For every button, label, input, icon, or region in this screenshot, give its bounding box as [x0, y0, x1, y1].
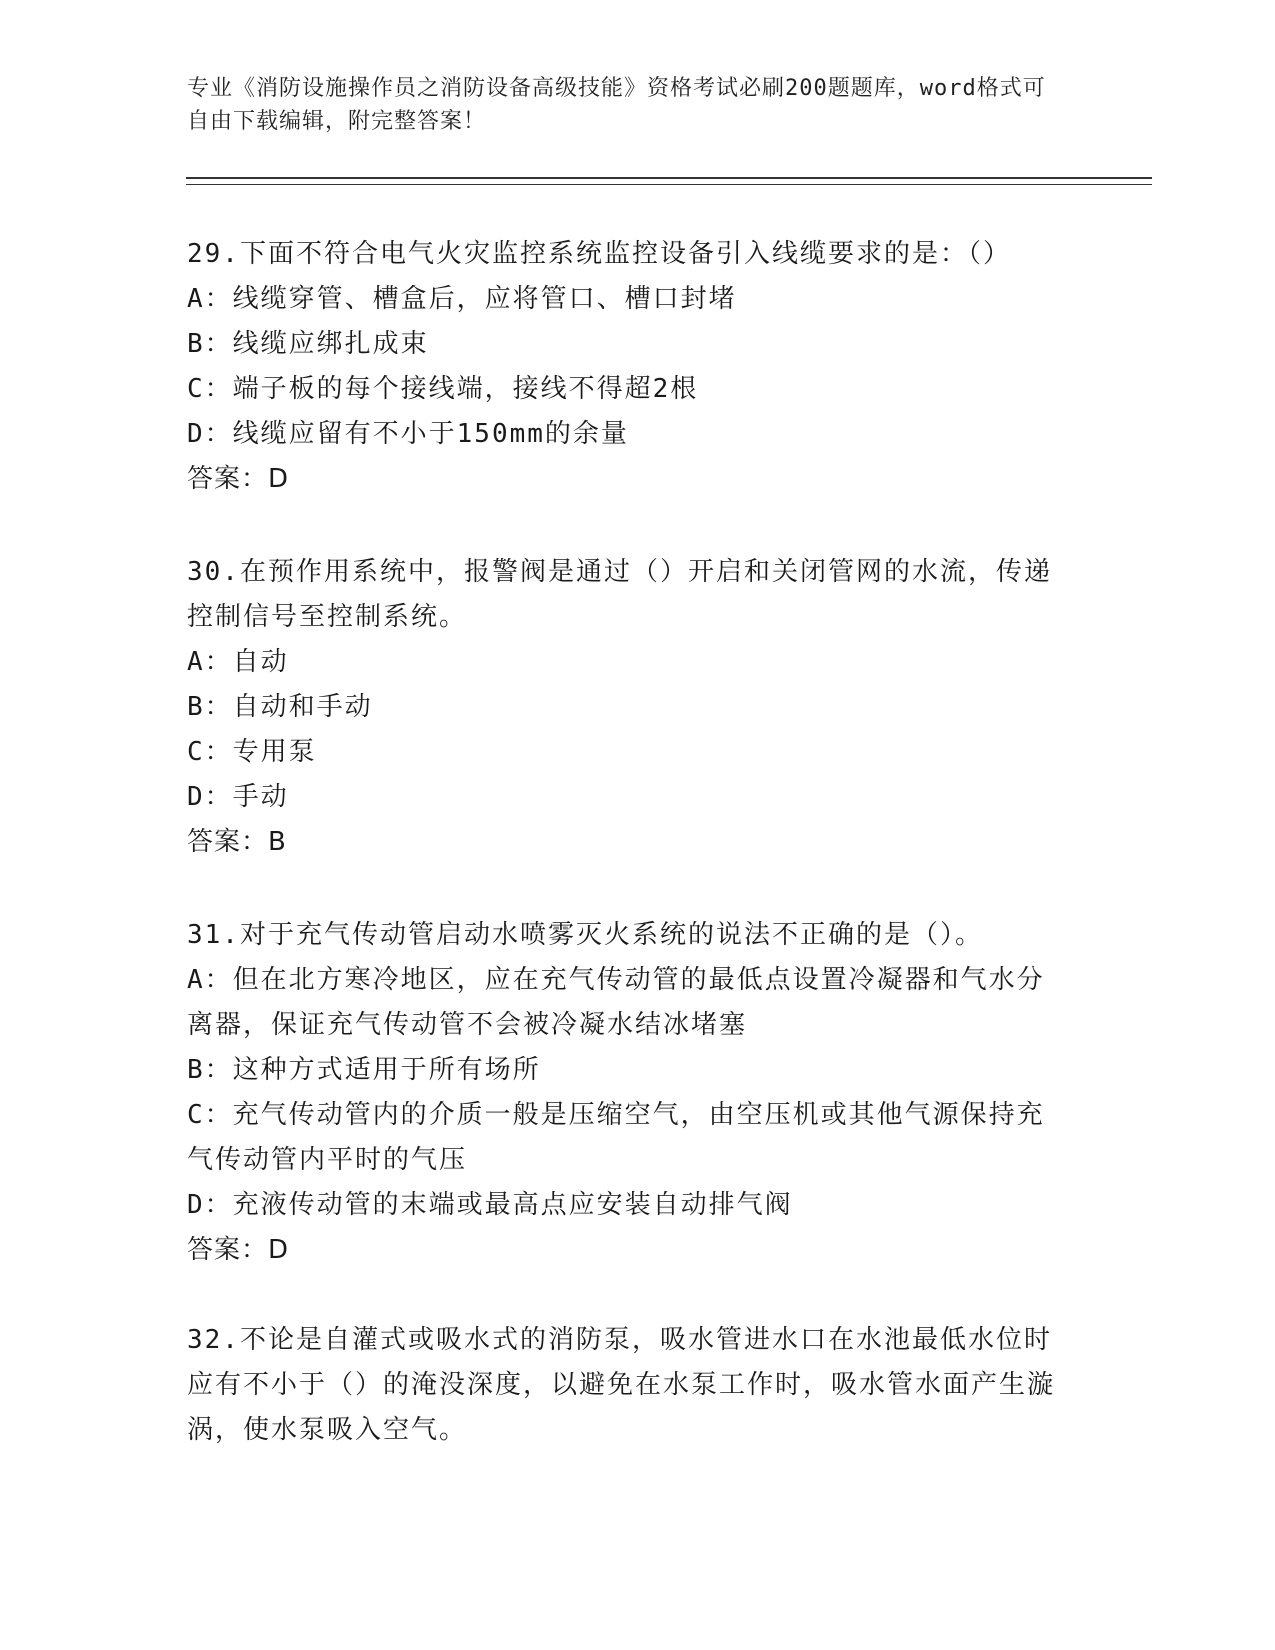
header-divider	[186, 177, 1152, 185]
question-stem: 31.对于充气传动管启动水喷雾灭火系统的说法不正确的是（）。	[187, 920, 983, 950]
question-stem: 29.下面不符合电气火灾监控系统监控设备引入线缆要求的是：（）	[187, 239, 1011, 269]
option-d: D：线缆应留有不小于150mm的余量	[187, 419, 629, 449]
question-30	[187, 550, 1067, 865]
option-a: A：线缆穿管、槽盒后，应将管口、槽口封堵	[187, 284, 737, 314]
option-a: A：但在北方寒冷地区，应在充气传动管的最低点设置冷凝器和气水分离器，保证充气传动管不会被冷凝水结冰堵塞	[187, 965, 1045, 1040]
answer: 答案：D	[187, 464, 290, 494]
option-b: B：自动和手动	[187, 692, 373, 722]
question-31	[187, 913, 1067, 1273]
option-b: B：线缆应绑扎成束	[187, 329, 429, 359]
option-c: C：充气传动管内的介质一般是压缩空气，由空压机或其他气源保持充气传动管内平时的气压	[187, 1100, 1045, 1175]
document-header: 专业《消防设施操作员之消防设备高级技能》资格考试必刷200题题库，word格式可自由下载编辑，附完整答案！	[187, 76, 1046, 134]
option-d: D：手动	[187, 782, 289, 812]
question-29	[187, 232, 1067, 502]
option-b: B：这种方式适用于所有场所	[187, 1055, 541, 1085]
answer: 答案：B	[187, 827, 287, 857]
question-stem: 32.不论是自灌式或吸水式的消防泵，吸水管进水口在水池最低水位时应有不小于（）的淹没深度，以避免在水泵工作时，吸水管水面产生漩涡，使水泵吸入空气。	[187, 1325, 1056, 1445]
answer: 答案：D	[187, 1235, 290, 1265]
option-d: D：充液传动管的末端或最高点应安装自动排气阀	[187, 1190, 793, 1220]
option-c: C：专用泵	[187, 737, 317, 767]
question-32	[187, 1318, 1067, 1453]
option-c: C：端子板的每个接线端，接线不得超2根	[187, 374, 699, 404]
question-stem: 30.在预作用系统中，报警阀是通过（）开启和关闭管网的水流，传递控制信号至控制系统。	[187, 557, 1052, 632]
option-a: A：自动	[187, 647, 289, 677]
